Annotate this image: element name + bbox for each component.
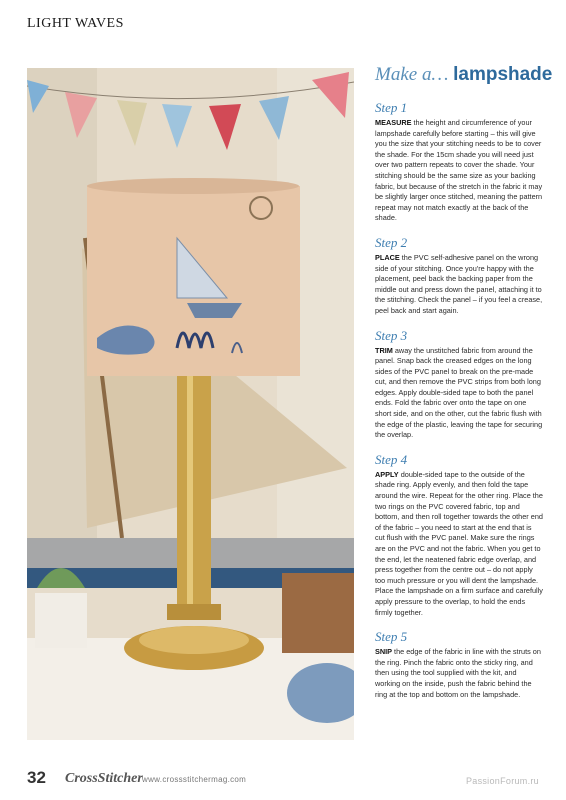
step-1-lead: MEASURE xyxy=(375,118,412,127)
section-label: LIGHT WAVES xyxy=(27,16,124,31)
step-5-body xyxy=(375,647,543,700)
step-4-title: Step 4 xyxy=(375,451,408,467)
step-5-title: Step 5 xyxy=(375,629,408,645)
step-3-body xyxy=(375,346,543,441)
step-1-body xyxy=(375,118,543,224)
step-1-text: the height and circumference of your lampshade carefully before starting – this will give you the size that your stitching needs to be to cover the shade. For the 15cm shade you will need just over two pattern repeats to cover the shade. Your stitching should be the same size as your backing fabric, but because of the stretch in the fabric it may be slightly larger once stitched, meaning the pattern repeat may not match exactly at the back of the shade. xyxy=(375,118,543,223)
step-3-lead: TRIM xyxy=(375,345,393,355)
step-2-lead: PLACE xyxy=(375,252,400,262)
step-3-text: away the unstitched fabric from around the panel. Snap back the creased edges on the long sides of the PVC panel to break on the pre-made cut, and then remove the PVC strips from both long edges. Apply double-sided tape to both the panel ends. Fold the fabric over onto the tape on one short side, and on the other, cut the fabric flush with the edge of the plastic, leaving the tape for securing the overlap. xyxy=(375,345,543,440)
page-footer xyxy=(27,768,539,790)
step-4-lead: APPLY xyxy=(375,469,399,479)
headline-prefix: Make a… xyxy=(375,64,449,85)
page-number: 32 xyxy=(27,768,46,787)
step-1-title: Step 1 xyxy=(375,100,408,115)
magazine-logo: CrossStitcher xyxy=(65,771,143,786)
watermark: PassionForum.ru xyxy=(465,776,539,786)
step-5-lead: SNIP xyxy=(375,647,393,657)
step-5-text: the edge of the fabric in line with the struts on the ring. Pinch the fabric onto the sticky ring, and then using the tool supplied with the kit, and working on the inside, push the fabric behind the ring at the top and bottom on the lampshade. xyxy=(375,647,541,699)
magazine-url[interactable]: www.crossstitchermag.com xyxy=(142,775,247,784)
step-2-body xyxy=(375,253,543,317)
instructions-column xyxy=(375,64,553,711)
step-2-title: Step 2 xyxy=(375,234,408,250)
step-2-text: the PVC self-adhesive panel on the wrong side of your stitching. Once you're happy with the placement, peel back the backing paper from the middle out and press down the panel, attaching it to the stitching. Check the panel – if you feel a crease, peel back and start again. xyxy=(375,252,543,315)
step-4-body xyxy=(375,470,543,618)
step-4-text: double-sided tape to the outside of the shade ring. Apply evenly, and then fold the tape around the wire. Repeat for the other ring. Place the two rings on the PVC covered fabric, top and bottom, and then roll together towards the other end of the fabric – you need to start at the end that is cut flush with the PVC panel. Make sure the rings are on the PVC and not the fabric. When you get to the end, let the neatened fabric edge overlap, and press together from the centre out – do not apply too much pressure or you will dent the lampshade. Place the lampshade on a firm surface and carefully apply pressure to the overlap, to hold the ends firmly together. xyxy=(375,469,543,617)
step-3-title: Step 3 xyxy=(375,327,408,343)
article-headline xyxy=(375,64,553,86)
lampshade-photo xyxy=(27,68,354,740)
headline-subject: lampshade xyxy=(453,64,553,85)
